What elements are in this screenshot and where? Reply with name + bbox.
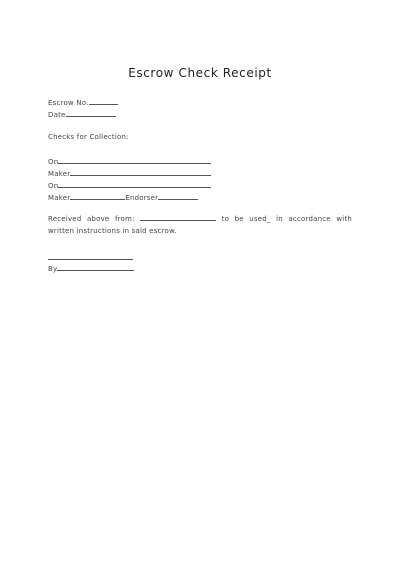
maker-blank xyxy=(70,168,211,176)
check-1-maker-line xyxy=(48,168,211,179)
by-label: By xyxy=(48,265,58,273)
date-line xyxy=(48,109,116,120)
signature-line xyxy=(48,252,133,263)
word: used_ xyxy=(249,215,271,223)
on-blank xyxy=(58,156,211,164)
word: accordance xyxy=(288,215,331,223)
by-line xyxy=(48,263,134,274)
date-blank xyxy=(66,109,116,117)
word: in xyxy=(276,215,283,223)
received-paragraph-line-1 xyxy=(48,213,352,225)
check-2-on-line xyxy=(48,180,211,191)
document-title: Escrow Check Receipt xyxy=(128,66,272,80)
check-2-maker-endorser-line xyxy=(48,192,198,203)
word: from: xyxy=(114,215,135,223)
word: above xyxy=(86,215,110,223)
endorser-blank xyxy=(158,192,198,200)
checks-heading: Checks for Collection: xyxy=(48,133,129,141)
date-label: Date xyxy=(48,111,66,119)
check-1-on-line xyxy=(48,156,211,167)
endorser-label: Endorser xyxy=(125,194,159,202)
word: to xyxy=(221,215,230,223)
received-from-blank xyxy=(140,213,216,221)
by-blank xyxy=(57,263,134,271)
escrow-number-blank xyxy=(89,97,118,105)
received-paragraph-line-2: written instructions in said escrow. xyxy=(48,227,177,235)
maker-label: Maker xyxy=(48,194,71,202)
word: be xyxy=(234,215,244,223)
signature-blank xyxy=(48,252,133,260)
maker-label: Maker xyxy=(48,170,71,178)
received-paragraph xyxy=(48,213,352,237)
on-label: On xyxy=(48,182,59,190)
escrow-number-line xyxy=(48,97,118,108)
on-label: On xyxy=(48,158,59,166)
word: Received xyxy=(48,215,82,223)
on-blank xyxy=(58,180,211,188)
maker-blank xyxy=(70,192,125,200)
escrow-number-label: Escrow No. xyxy=(48,99,89,107)
word: with xyxy=(336,215,352,223)
